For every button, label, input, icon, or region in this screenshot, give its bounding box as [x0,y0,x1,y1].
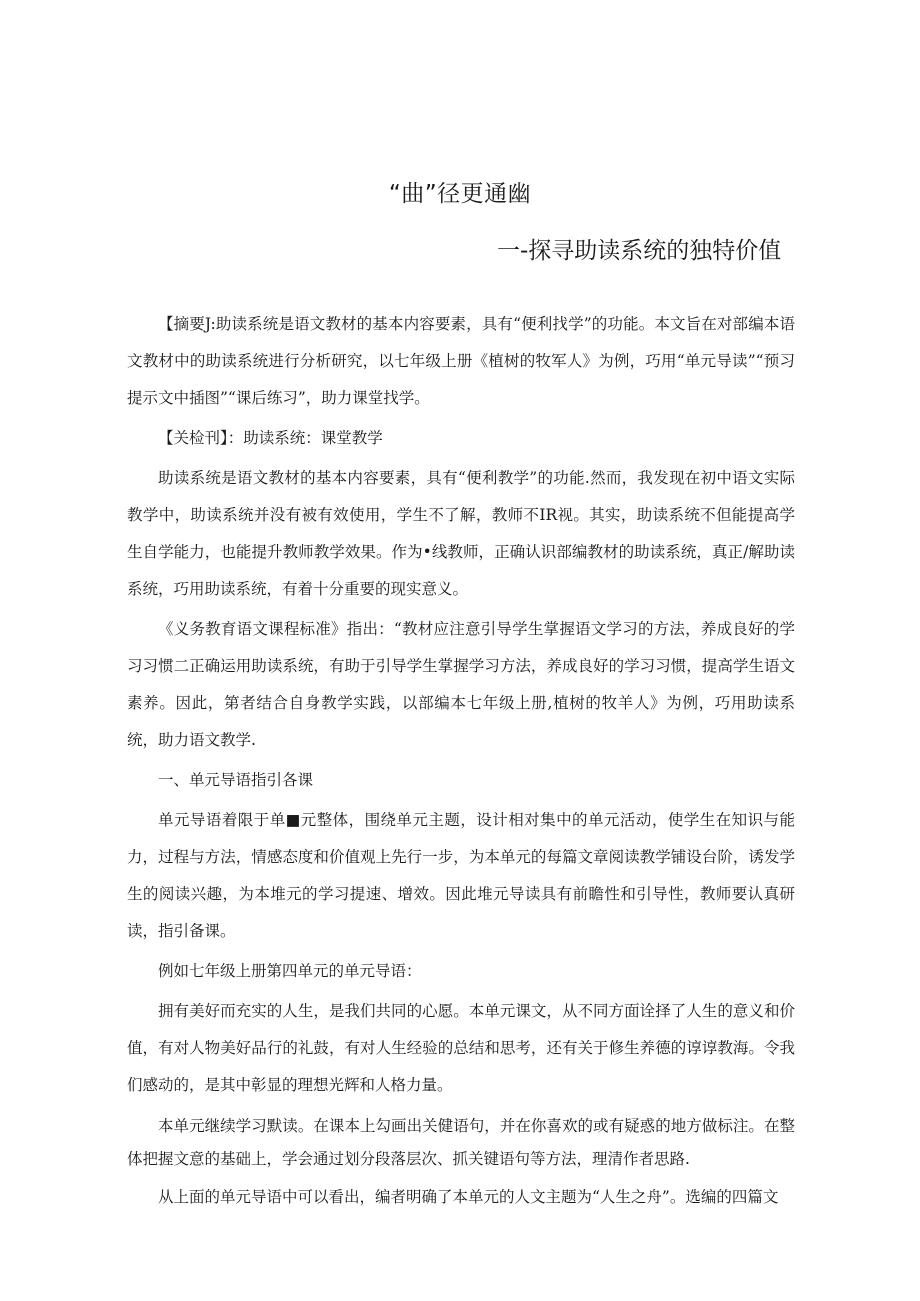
abstract-paragraph: 【摘要J:助读系统是语文教材的基本内容要素，具有“便利找学”的功能。本文旨在对部编本语文教材中的助读系统进行分析研究，以七年级上册《植树的牧军人》为例，巧用“单元导读”“预习提示文中插图”“课后练习”，助力课堂找学。 [127,315,795,407]
quoted-paragraph: 拥有美好而充实的人生，是我们共同的心愿。本单元课文，从不同方面诠择了人生的意义和价值，有对人物美好品行的礼鼓，有对人生经验的总结和思考，还有关于修生养德的谆谆教海。令我们感动的，是其中彰显的理想光辉和人格力量。 [127,1002,795,1094]
section-paragraph: 例如七年级上册第四单元的单元导语： [158,962,422,980]
document-subtitle: 一-探寻助读系统的独特价值 [497,238,782,264]
quoted-paragraph: 本单元继续学习默读。在课本上勾画出关健语句，并在你喜欢的或有疑惑的地方做标注。在整体把握文意的基础上，学会通过划分段落层次、抓关键语句等方法，理清作者思路. [127,1117,795,1168]
document-title: “曲”径更通幽 [388,181,532,207]
body-paragraph: 《义务教育语文课程标准》指出：“教材应注意引导学生掌握语文学习的方法，养成良好的学习习惯二正确运用助读系统，有助于引导学生掌握学习方法，养成良好的学习习惯，提高学生语文素养。因此，第者结合自身教学实践，以部编本七年级上册,植树的牧羊人》为例，巧用助读系统，助力语文教学. [127,620,795,749]
section-heading: 一、单元导语指引各课 [158,771,314,789]
section-paragraph: 单元导语着限于单■元整体，围绕单元主题，设计相对集中的单元活动，使学生在知识与能力，过程与方法，情感态度和价值观上先行一步，为本单元的每篇文章阅读教学铺设台阶，诱发学生的阅读兴趣，为本堆元的学习提速、增效。因此堆元导读具有前瞻性和引导性，教师要认真研读，指引备课。 [127,811,795,940]
keywords-line: 【关检刊】：助读系统：课堂教学 [158,429,383,447]
body-paragraph: 助读系统是语文教材的基本内容要素，具有“便利教学”的功能.然而，我发现在初中语文实际教学中，助读系统并没有被有效使用，学生不了解，教师不IR视。其实，助读系统不但能提高学生自学能力，也能提升教师教学效果。作为•线教师，正确认识部编教材的助读系统，真正/解助读系统，巧用助读系统，有着十分重要的现实意义。 [127,469,795,598]
section-paragraph: 从上面的单元导语中可以看出，编者明确了本单元的人文主题为“人生之舟”。选编的四篇文 [158,1188,779,1206]
document-body [127,306,795,1219]
